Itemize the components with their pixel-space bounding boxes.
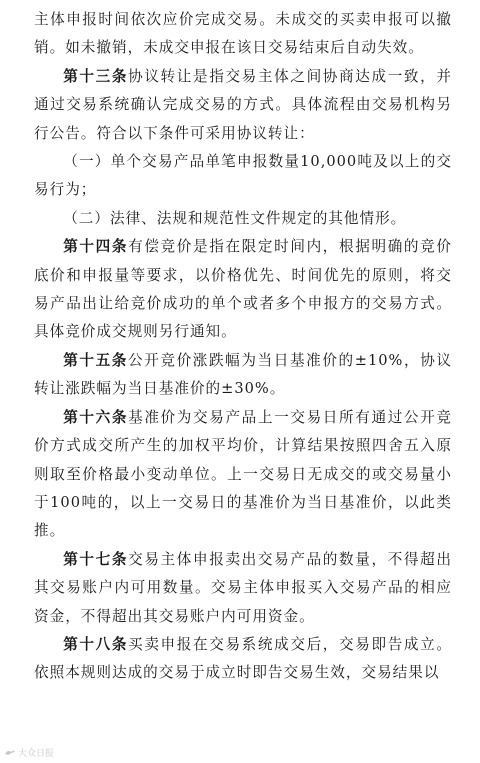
article-13-item-2: （二）法律、法规和规范性文件规定的其他情形。: [63, 209, 407, 227]
article-label: 第十八条: [63, 635, 129, 653]
article-18: [34, 631, 452, 688]
article-17: [34, 546, 452, 631]
bird-logo-icon: [4, 748, 16, 757]
article-13-item-1: （一）单个交易产品单笔申报数量10,000吨及以上的交易行为；: [34, 153, 452, 199]
article-label: 第十三条: [63, 67, 129, 85]
paragraph-continuation: 主体申报时间依次应价完成交易。未成交的买卖申报可以撤销。如未撤销，未成交申报在该日交易结束后自动失效。: [34, 11, 452, 57]
article-text: 基准价为交易产品上一交易日所有通过公开竞价方式成交所产生的加权平均价，计算结果按照四舍五入原则取至价格最小变动单位。上一交易日无成交的或交易量小于100吨的，以上一交易日的基准价为当日基准价，以此类推。: [34, 408, 452, 540]
article-label: 第十六条: [63, 408, 129, 426]
article-text: 交易主体申报卖出交易产品的数量，不得超出其交易账户内可用数量。交易主体申报买入交易产品的相应资金，不得超出其交易账户内可用资金。: [34, 550, 452, 625]
document-body: [34, 6, 452, 688]
article-label: 第十五条: [63, 351, 128, 369]
article-text: 买卖申报在交易系统成交后，交易即告成立。依照本规则达成的交易于成立时即告交易生效，交易结果以: [34, 635, 452, 682]
article-13: [34, 63, 452, 148]
article-text: 协议转让是指交易主体之间协商达成一致，并通过交易系统确认完成交易的方式。具体流程由交易机构另行公告。符合以下条件可采用协议转让：: [34, 67, 452, 142]
article-label: 第十七条: [63, 550, 129, 568]
article-16: [34, 404, 452, 546]
article-text: 有偿竞价是指在限定时间内，根据明确的竞价底价和申报量等要求，以价格优先、时间优先的原则，将交易产品出让给竞价成功的单个或者多个申报方的交易方式。具体竞价成交规则另行通知。: [34, 238, 452, 341]
article-15: [34, 347, 452, 404]
watermark: [4, 746, 54, 759]
article-label: 第十四条: [63, 238, 129, 256]
article-text: 公开竞价涨跌幅为当日基准价的±10%，协议转让涨跌幅为当日基准价的±30%。: [34, 351, 452, 398]
article-14: [34, 233, 452, 347]
watermark-text: 大众日报: [18, 749, 55, 759]
